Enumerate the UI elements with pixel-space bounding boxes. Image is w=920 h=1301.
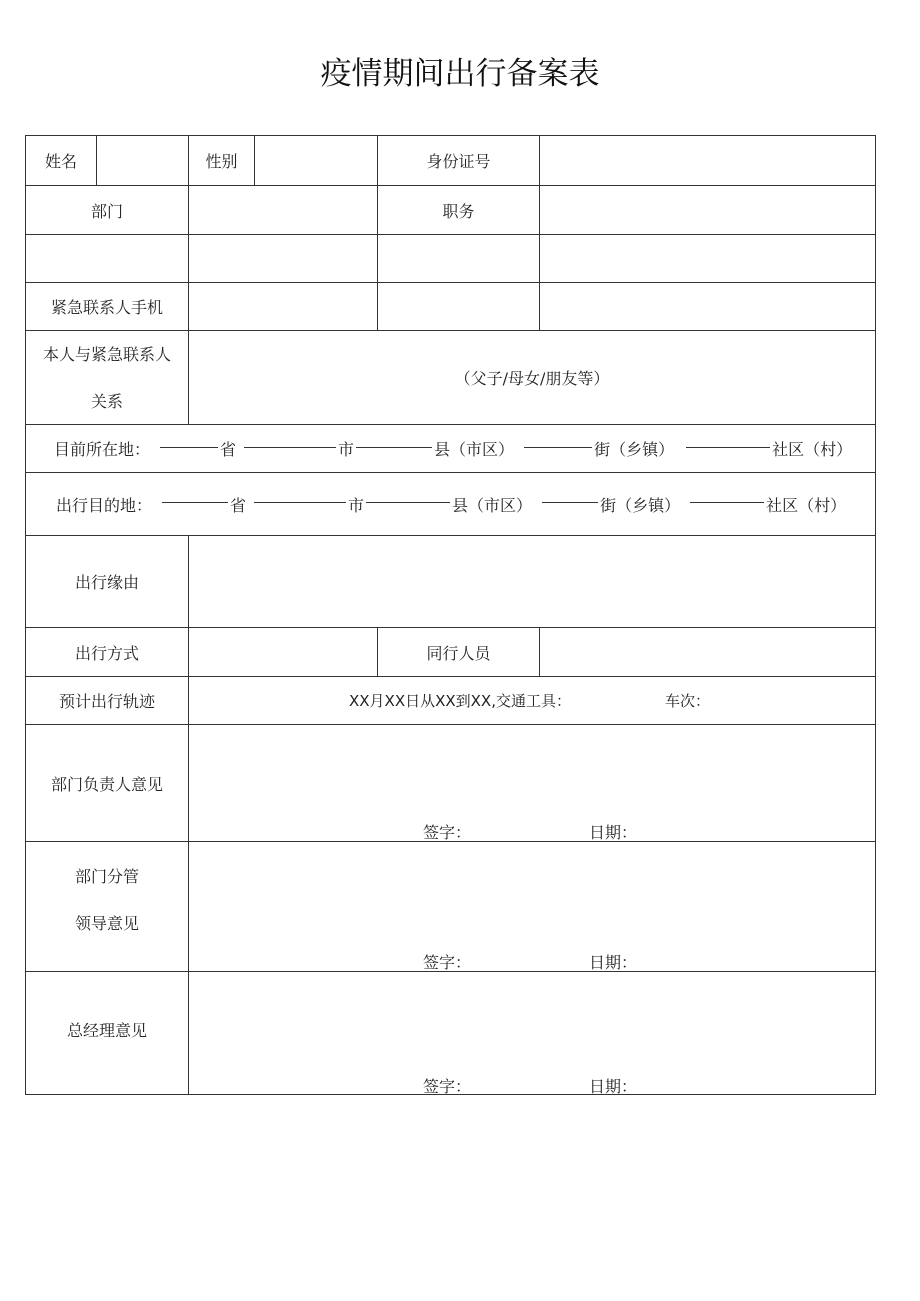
travel-registration-form [25,135,876,1095]
dept-leader-opinion-input[interactable] [189,842,875,971]
street-unit: 街（乡镇） [594,440,675,459]
department-input[interactable] [189,186,377,234]
street-unit: 街（乡镇） [600,495,681,515]
companions-label: 同行人员 [426,643,491,663]
relation-label [26,331,188,424]
city-unit: 市 [348,495,365,515]
community-blank[interactable] [686,446,770,448]
name-label: 姓名 [44,152,77,171]
blank-cell[interactable] [540,283,875,330]
current-location-label: 目前所在地： [54,440,151,459]
travel-reason-label: 出行缘由 [74,573,139,592]
travel-mode-input[interactable] [189,628,377,676]
city-blank[interactable] [254,501,346,503]
community-unit: 社区（村） [772,440,853,459]
date-label: 日期： [589,953,638,972]
blank-cell[interactable] [540,235,875,282]
province-unit: 省 [220,440,237,459]
relation-label-line1: 本人与紧急联系人 [42,344,171,364]
date-label: 日期： [589,823,638,842]
travel-mode-label: 出行方式 [74,643,139,663]
gender-input[interactable] [255,136,377,185]
county-blank[interactable] [366,501,450,503]
community-unit: 社区（村） [766,495,847,515]
signature-label: 签字： [423,1077,472,1096]
blank-cell[interactable] [189,235,377,282]
community-blank[interactable] [690,501,764,503]
id-number-input[interactable] [540,136,875,185]
planned-route-label: 预计出行轨迹 [58,692,155,711]
destination-label: 出行目的地： [56,495,153,515]
id-number-label: 身份证号 [426,152,491,171]
county-unit: 县（市区） [434,440,515,459]
destination-row[interactable] [26,473,877,535]
name-input[interactable] [97,136,188,185]
dept-head-opinion-label: 部门负责人意见 [50,775,163,794]
city-blank[interactable] [244,446,336,448]
date-label: 日期： [589,1077,638,1096]
relation-input[interactable]: （父子/母女/朋友等） [454,369,610,388]
province-blank[interactable] [162,501,228,503]
blank-cell[interactable] [378,235,539,282]
gender-label: 性别 [205,152,238,171]
companions-input[interactable] [540,628,875,676]
signature-label: 签字： [423,823,472,842]
emergency-phone-input[interactable] [189,283,377,330]
gm-opinion-label: 总经理意见 [66,1021,147,1040]
emergency-phone-label: 紧急联系人手机 [50,298,163,317]
blank-cell[interactable] [378,283,539,330]
train-number-label: 车次： [665,692,711,710]
gm-opinion-input[interactable] [189,972,875,1095]
planned-route-input[interactable] [189,677,875,724]
dept-leader-opinion-label [26,842,188,971]
signature-label: 签字： [423,953,472,972]
current-location-row[interactable] [26,425,877,472]
dept-leader-line1: 部门分管 [74,866,139,886]
dept-leader-line2: 领导意见 [74,913,139,933]
county-blank[interactable] [356,446,432,448]
street-blank[interactable] [524,446,592,448]
page-title: 疫情期间出行备案表 [320,56,600,92]
relation-label-line2: 关系 [90,391,123,411]
blank-cell[interactable] [26,235,188,282]
planned-route-value: XX月XX日从XX到XX,交通工具： [349,692,571,710]
city-unit: 市 [338,440,355,459]
department-label: 部门 [90,201,123,221]
province-unit: 省 [230,495,247,515]
street-blank[interactable] [542,501,598,503]
county-unit: 县（市区） [452,495,533,515]
province-blank[interactable] [160,446,218,448]
position-input[interactable] [540,186,875,234]
travel-reason-input[interactable] [189,536,875,627]
position-label: 职务 [442,201,475,221]
dept-head-opinion-input[interactable] [189,725,875,841]
